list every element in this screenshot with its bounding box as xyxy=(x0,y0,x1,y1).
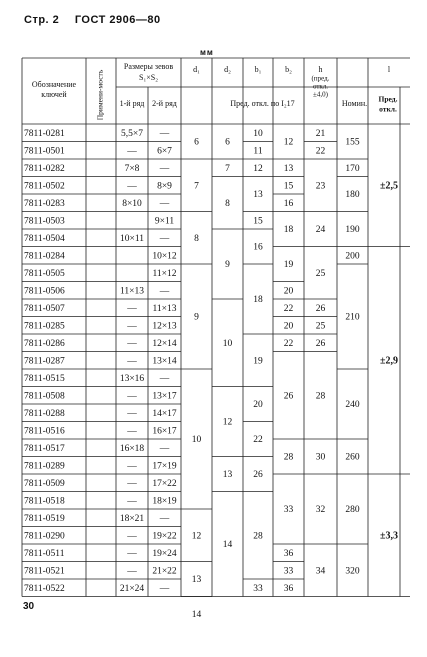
row-size-1: — xyxy=(127,181,137,192)
row-size-2: 12×14 xyxy=(152,338,177,349)
b2-value: 26 xyxy=(283,391,294,402)
row-size-1: — xyxy=(127,531,137,542)
row-size-1: 7×8 xyxy=(124,163,140,174)
b1-value: 19 xyxy=(253,356,263,367)
row-size-1: — xyxy=(127,566,137,577)
row-size-2: 8×9 xyxy=(157,181,172,192)
d2-value: 8 xyxy=(225,198,230,209)
row-code: 7811-0286 xyxy=(24,338,65,349)
header-l: l xyxy=(387,64,391,74)
row-size-1: — xyxy=(127,478,137,489)
row-size-2: — xyxy=(159,583,170,594)
row-code: 7811-0521 xyxy=(24,566,65,577)
b1-value: 33 xyxy=(253,583,263,594)
h-value: 30 xyxy=(315,452,326,463)
row-code: 7811-0509 xyxy=(24,478,65,489)
row-size-1: 18×21 xyxy=(119,513,145,524)
b2-value: 12 xyxy=(283,137,294,148)
row-size-2: — xyxy=(159,198,170,209)
row-size-2: 17×19 xyxy=(152,461,177,472)
row-code: 7811-0504 xyxy=(24,233,65,244)
row-size-1: — xyxy=(127,496,137,507)
row-size-1: — xyxy=(127,426,137,437)
header-h-note-2: откл. xyxy=(312,82,329,91)
row-size-1: — xyxy=(127,338,137,349)
b1-value: 22 xyxy=(253,435,263,446)
row-code: 7811-0516 xyxy=(24,426,65,437)
row-size-2: 6×7 xyxy=(157,146,172,157)
lnom-value: 180 xyxy=(345,190,360,201)
b2-value: 28 xyxy=(283,452,294,463)
h-value: 24 xyxy=(315,225,326,236)
row-code: 7811-0508 xyxy=(24,391,65,402)
row-code: 7811-0288 xyxy=(24,408,65,419)
row-code: 7811-0519 xyxy=(24,513,65,524)
header-l-nom: Номин. xyxy=(341,98,368,108)
b2-value: 20 xyxy=(283,321,294,332)
header-d1: d₁ xyxy=(193,64,200,74)
row-size-2: 12×13 xyxy=(152,321,177,332)
d1-value: 8 xyxy=(194,233,199,244)
row-code: 7811-0289 xyxy=(24,461,65,472)
lnom-value: 320 xyxy=(345,566,360,577)
row-code: 7811-0502 xyxy=(24,181,65,192)
h-value: 26 xyxy=(315,303,326,314)
row-size-2: 19×24 xyxy=(152,548,177,559)
row-size-2: 19×22 xyxy=(152,531,177,542)
d1-value: 7 xyxy=(194,181,199,192)
b2-value: 33 xyxy=(283,505,294,516)
row-code: 7811-0284 xyxy=(24,251,65,262)
header-tolerance: Пред. откл. по I₂17 xyxy=(230,98,295,108)
row-size-1: — xyxy=(127,321,137,332)
b1-value: 10 xyxy=(253,128,263,139)
b2-value: 36 xyxy=(283,548,294,559)
row-size-2: 18×19 xyxy=(152,496,177,507)
ldev-value: ±2,9 xyxy=(380,355,398,367)
d2-value: 7 xyxy=(225,163,230,174)
d1-value: 6 xyxy=(194,137,199,148)
page-number: 30 xyxy=(23,601,35,612)
row-size-1: — xyxy=(127,461,137,472)
b1-value: 11 xyxy=(253,146,263,157)
d2-value: 12 xyxy=(222,417,233,428)
unit-label: мм xyxy=(200,48,214,57)
lnom-value: 240 xyxy=(345,400,360,411)
header-row1: 1-й ряд xyxy=(119,98,145,108)
b2-value: 16 xyxy=(283,198,294,209)
row-size-2: 13×17 xyxy=(152,391,177,402)
row-size-1: — xyxy=(127,391,137,402)
header-b1: b₁ xyxy=(254,64,262,74)
row-code: 7811-0287 xyxy=(24,356,65,367)
b2-value: 18 xyxy=(283,225,294,236)
b1-value: 16 xyxy=(253,242,263,253)
h-value: 34 xyxy=(315,566,326,577)
lnom-value: 200 xyxy=(345,251,360,262)
row-code: 7811-0511 xyxy=(24,548,65,559)
row-size-2: — xyxy=(159,128,170,139)
header-application: Примени-мость xyxy=(95,69,105,121)
row-size-2: 9×11 xyxy=(154,216,175,227)
row-size-1: — xyxy=(127,356,137,367)
row-code: 7811-0515 xyxy=(24,373,65,384)
header-designation-1: Обозначение xyxy=(31,79,77,89)
lnom-value: 210 xyxy=(345,312,360,323)
d1-value: 13 xyxy=(191,575,202,586)
row-size-1: — xyxy=(127,146,137,157)
b2-value: 20 xyxy=(283,286,294,297)
row-code: 7811-0501 xyxy=(24,146,65,157)
row-size-2: — xyxy=(159,373,170,384)
b1-value: 28 xyxy=(253,531,263,542)
row-size-2: — xyxy=(159,163,170,174)
row-size-1: — xyxy=(127,303,137,314)
row-size-2: 21×22 xyxy=(152,566,177,577)
row-size-1: 13×16 xyxy=(119,373,145,384)
b1-value: 15 xyxy=(253,216,263,227)
header-l-dev-1: Пред. xyxy=(378,94,398,104)
row-size-2: 14×17 xyxy=(152,408,177,419)
d1-value: 10 xyxy=(191,435,202,446)
d2-value: 6 xyxy=(225,137,230,148)
row-size-2: — xyxy=(159,233,170,244)
header-h-note-3: ±4,0) xyxy=(313,90,328,99)
d1-value: 14 xyxy=(191,610,202,621)
d2-value: 13 xyxy=(222,470,233,481)
row-size-2: 11×13 xyxy=(152,303,177,314)
d2-value: 10 xyxy=(222,338,233,349)
b1-value: 26 xyxy=(253,470,263,481)
row-size-2: — xyxy=(159,286,170,297)
b1-value: 18 xyxy=(253,295,263,306)
lnom-value: 280 xyxy=(345,505,360,516)
d1-value: 9 xyxy=(194,312,199,323)
ldev-value: ±3,3 xyxy=(380,530,398,542)
header-row2: 2-й ряд xyxy=(152,98,177,108)
row-code: 7811-0505 xyxy=(24,268,65,279)
header-h-note-1: (пред. xyxy=(311,74,330,83)
b1-value: 13 xyxy=(253,190,263,201)
row-code: 7811-0285 xyxy=(24,321,65,332)
header-designation-2: ключей xyxy=(41,89,67,99)
row-size-2: — xyxy=(159,443,170,454)
row-size-2: 11×12 xyxy=(152,268,177,279)
row-size-1: 5,5×7 xyxy=(121,128,143,139)
row-size-1: 10×11 xyxy=(119,233,145,244)
d1-value: 12 xyxy=(191,531,202,542)
header-h: h xyxy=(318,64,323,74)
b2-value: 15 xyxy=(283,181,294,192)
h-value: 26 xyxy=(315,338,326,349)
lnom-value: 190 xyxy=(345,225,360,236)
d2-value: 14 xyxy=(222,540,233,551)
header-b2: b₂ xyxy=(285,64,292,74)
lnom-value: 170 xyxy=(345,163,360,174)
h-value: 28 xyxy=(315,391,326,402)
row-code: 7811-0507 xyxy=(24,303,65,314)
row-size-1: — xyxy=(127,408,137,419)
d2-value: 9 xyxy=(225,260,230,271)
page-label: Стр. 2 xyxy=(24,14,60,26)
row-code: 7811-0517 xyxy=(24,443,65,454)
h-value: 25 xyxy=(315,268,326,279)
h-value: 32 xyxy=(315,505,326,516)
b2-value: 13 xyxy=(283,163,294,174)
header-d2: d₂ xyxy=(224,64,231,74)
row-size-1: 8×10 xyxy=(122,198,142,209)
b1-value: 12 xyxy=(253,163,263,174)
row-size-2: 13×14 xyxy=(152,356,177,367)
lnom-value: 155 xyxy=(345,137,360,148)
row-code: 7811-0290 xyxy=(24,531,65,542)
b2-value: 36 xyxy=(283,583,294,594)
header-l-dev-2: откл. xyxy=(379,104,397,114)
row-code: 7811-0283 xyxy=(24,198,65,209)
row-size-2: — xyxy=(159,513,170,524)
b2-value: 33 xyxy=(283,566,294,577)
row-code: 7811-0281 xyxy=(24,128,65,139)
h-value: 23 xyxy=(315,181,326,192)
row-code: 7811-0522 xyxy=(24,583,65,594)
h-value: 25 xyxy=(315,321,326,332)
h-value: 22 xyxy=(315,146,326,157)
lnom-value: 260 xyxy=(345,452,360,463)
row-size-1: 11×13 xyxy=(119,286,145,297)
row-code: 7811-0503 xyxy=(24,216,65,227)
b2-value: 22 xyxy=(283,303,294,314)
header-sizes: Размеры зевов xyxy=(123,61,174,71)
row-size-1: 16×18 xyxy=(119,443,145,454)
b2-value: 19 xyxy=(283,260,294,271)
h-value: 21 xyxy=(315,128,326,139)
header-sizes-sym: S₁×S₂ xyxy=(139,72,158,82)
standard-label: ГОСТ 2906—80 xyxy=(74,14,161,26)
ldev-value: ±2,5 xyxy=(380,180,398,192)
row-size-2: 16×17 xyxy=(152,426,177,437)
row-code: 7811-0518 xyxy=(24,496,65,507)
row-code: 7811-0506 xyxy=(24,286,65,297)
row-size-2: 10×12 xyxy=(152,251,177,262)
row-size-2: 17×22 xyxy=(152,478,177,489)
row-code: 7811-0282 xyxy=(24,163,65,174)
b1-value: 20 xyxy=(253,400,263,411)
row-size-1: 21×24 xyxy=(119,583,145,594)
b2-value: 22 xyxy=(283,338,294,349)
row-size-1: — xyxy=(127,548,137,559)
